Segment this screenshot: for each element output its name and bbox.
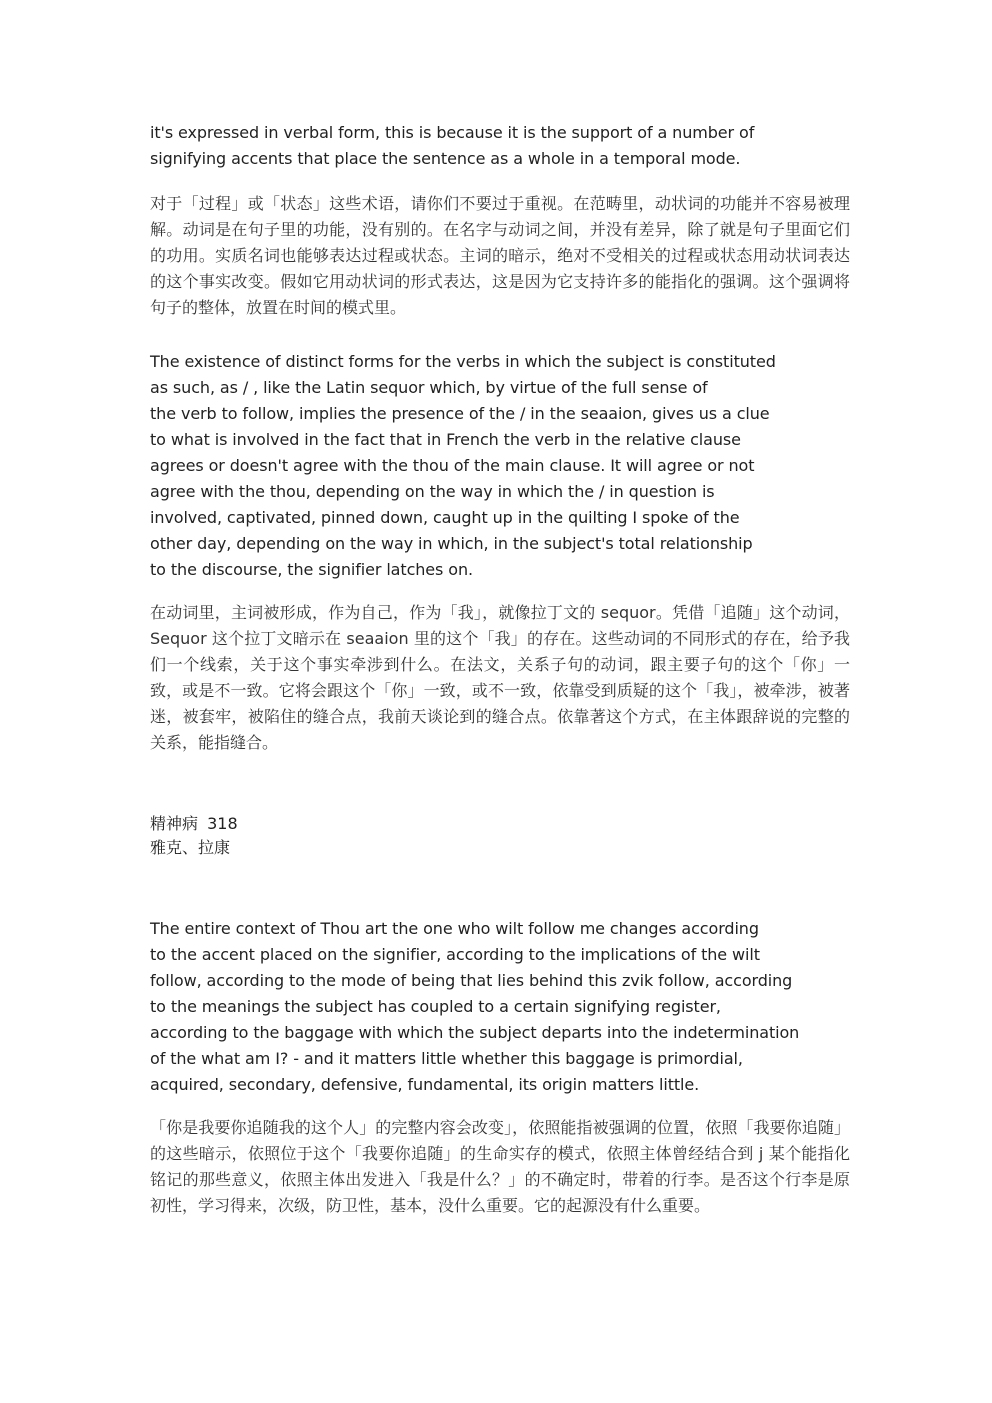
- chinese-paragraph-3: 「你是我要你追随我的这个人」的完整内容会改变」，依照能指被强调的位置，依照「我要你追随」的这些暗示，依照位于这个「我要你追随」的生命实存的模式，依照主体曾经结合到 j 某个能指化铭记的那些意义，依照主体出发进入「我是什么？」的不确定时，带着的行李。是否这个行李是原初性，学习得来，次级，防卫性，基本，没什么重要。它的起源没有什么重要。: [150, 1118, 850, 1215]
- english-paragraph-1: it's expressed in verbal form, this is because it is the support of a number of signifying accents that place the sentence as a whole in a temporal mode.: [150, 123, 755, 168]
- chinese-paragraph-1: 对于「过程」或「状态」这些术语，请你们不要过于重视。在范畴里，动状词的功能并不容易被理解。动词是在句子里的功能，没有别的。在名字与动词之间，并没有差异，除了就是句子里面它们的功用。实质名词也能够表达过程或状态。主词的暗示，绝对不受相关的过程或状态用动状词表达的这个事实改变。假如它用动状词的形式表达，这是因为它支持许多的能指化的强调。这个强调将句子的整体，放置在时间的模式里。: [150, 194, 850, 317]
- author-name: 雅克、拉康: [150, 838, 231, 857]
- document-page: [150, 120, 850, 1219]
- running-header: [150, 812, 850, 860]
- chinese-paragraph-2: 在动词里，主词被形成，作为自己，作为「我」，就像拉丁文的 sequor。凭借「追随」这个动词，Sequor 这个拉丁文暗示在 seaaion 里的这个「我」的存在。这些动词的不同形式的存在，给予我们一个线索，关于这个事实牵涉到什么。在法文，关系子句的动词，跟主要子句的这个「你」一致，或是不一致。它将会跟这个「你」一致，或不一致，依靠受到质疑的这个「我」，被牵涉，被著迷，被套牢，被陷住的缝合点，我前天谈论到的缝合点。依靠著这个方式，在主体跟辞说的完整的关系，能指缝合。: [150, 603, 850, 752]
- book-title: 精神病: [150, 814, 199, 833]
- page-number: 318: [207, 814, 238, 833]
- english-paragraph-2: The existence of distinct forms for the verbs in which the subject is constituted as such, as / , like the Latin sequor which, by virtue of the full sense of the verb to follow, implies the presence of the / in the seaaion, gives us a clue to what is involved in the fact that in French the verb in the relative clause agrees or doesn't agree with the thou of the main clause. It will agree or not agree with the thou, depending on the way in which the / in question is involved, captivated, pinned down, caught up in the quilting I spoke of the other day, depending on the way in which, in the subject's total relationship to the discourse, the signifier latches on.: [150, 352, 776, 579]
- english-paragraph-3: The entire context of Thou art the one who wilt follow me changes according to the accent placed on the signifier, according to the implications of the wilt follow, according to the mode of being that lies behind this zvik follow, according to the meanings the subject has coupled to a certain signifying register, according to the baggage with which the subject departs into the indetermination of the what am I? - and it matters little whether this baggage is primordial, acquired, secondary, defensive, fundamental, its origin matters little.: [150, 919, 800, 1094]
